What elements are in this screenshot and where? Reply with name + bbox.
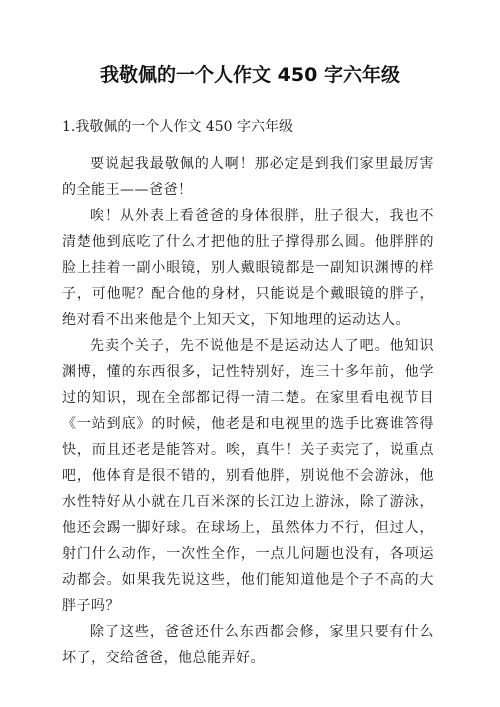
- paragraph: 除了这些，爸爸还什么东西都会修，家里只要有什么坏了，交给爸爸，他总能弄好。: [62, 624, 434, 666]
- paragraph: 唉！从外表上看爸爸的身体很胖，肚子很大，我也不清楚他到底吃了什么才把他的肚子撑得那么圆。他胖胖的脸上挂着一副小眼镜，别人戴眼镜都是一副知识渊博的样子，可他呢？配合他的身材，只能说是个戴眼镜的胖子，绝对看不出来他是个上知天文，下知地理的运动达人。: [62, 208, 434, 328]
- essay-body: [62, 151, 434, 671]
- document-title: 我敬佩的一个人作文 450 字六年级: [100, 64, 400, 86]
- paragraph: 要说起我最敬佩的人啊！那必定是到我们家里最厉害的全能王——爸爸！: [62, 156, 434, 198]
- paragraph: 先卖个关子，先不说他是不是运动达人了吧。他知识渊博，懂的东西很多，记性特别好，连三十多年前，他学过的知识，现在全部都记得一清二楚。在家里看电视节目《一站到底》的时候，他老是和电视里的选手比赛谁答得快，而且还老是能答对。唉，真牛！关子卖完了，说重点吧，他体育是很不错的，别看他胖，别说他不会游泳，他水性特好从小就在几百米深的长江边上游泳，除了游泳，他还会踢一脚好球。在球场上，虽然体力不行，但过人，射门什么动作，一次性全作，一点儿问题也没有，各项运动都会。如果我先说这些，他们能知道他是个子不高的大胖子吗？: [62, 338, 434, 614]
- section-heading: 1.我敬佩的一个人作文 450 字六年级: [62, 119, 293, 135]
